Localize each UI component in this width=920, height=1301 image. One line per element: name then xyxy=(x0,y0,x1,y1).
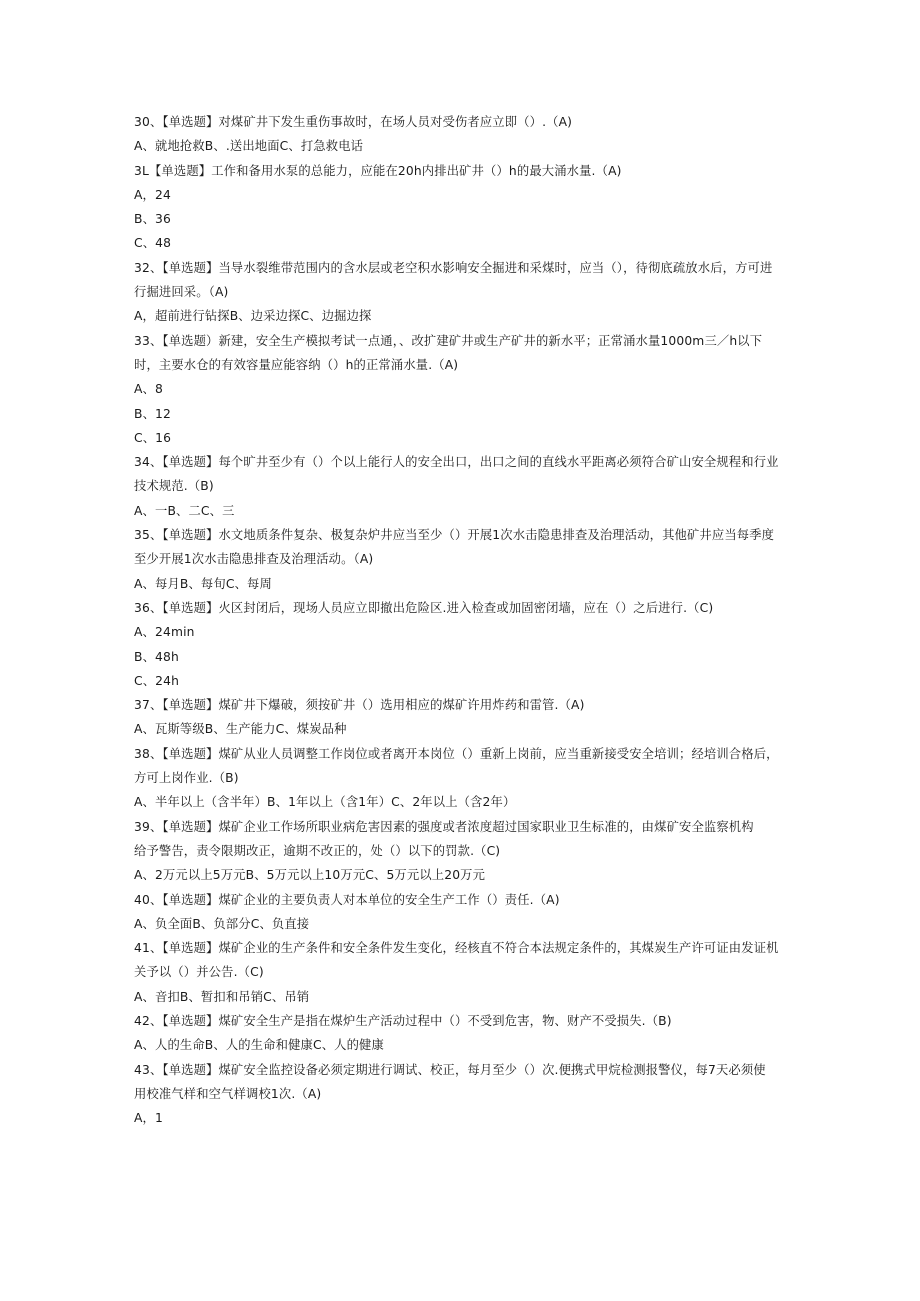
question-31-option-b: B、36 xyxy=(134,212,171,227)
question-40-stem: 40、【单选题】煤矿企业的主要负责人对本单位的安全生产工作（）责任.（A) xyxy=(134,892,560,907)
question-36-option-b: B、48h xyxy=(134,649,179,664)
question-31-option-c: C、48 xyxy=(134,236,172,251)
question-33-option-b: B、12 xyxy=(134,406,171,421)
question-32-stem-cont: 行掘进回采。（A) xyxy=(134,285,229,300)
question-38-options: A、半年以上（含半年）B、1年以上（含1年）C、2年以上（含2年） xyxy=(134,795,516,810)
question-37-options: A、瓦斯等级B、生产能力C、煤炭品种 xyxy=(134,722,347,737)
question-35-options: A、每月B、每旬C、每周 xyxy=(134,576,272,591)
question-32-stem: 32、【单选题】当导水裂维带范围内的含水层或老空积水影响安全掘进和采煤时，应当（），待彻底疏放水后，方可进 xyxy=(134,260,773,275)
question-43-stem-cont: 用校准气样和空气样调校1次.（A) xyxy=(134,1086,322,1101)
question-33-stem: 33、【单选题）新建，安全生产模拟考试一点通，、改扩建矿井或生产矿井的新水平；正常涌水量1000m三／h以下 xyxy=(134,333,763,348)
question-40-options: A、负全面B、负部分C、负直接 xyxy=(134,916,310,931)
question-34-stem: 34、【单选题】每个旷井至少有（）个以上能行人的安全出口，出口之间的直线水平距离必须符合矿山安全规程和行业 xyxy=(134,455,779,470)
question-31-option-a: A，24 xyxy=(134,187,171,202)
question-32-options: A，超前进行钻探B、边采边探C、边掘边探 xyxy=(134,309,372,324)
question-38-stem-cont: 方可上岗作业.（B) xyxy=(134,771,239,786)
question-41-stem: 41、【单选题】煤矿企业的生产条件和安全条件发生变化，经核直不符合本法规定条件的，其煤炭生产许可证由发证机 xyxy=(134,941,779,956)
question-34-options: A、一B、二C、三 xyxy=(134,503,235,518)
question-43-option-a: A，1 xyxy=(134,1111,163,1126)
question-41-options: A、音扣B、暂扣和吊销C、吊销 xyxy=(134,989,310,1004)
question-37-stem: 37、【单选题】煤矿井下爆破，须按矿井（）选用相应的煤矿许用炸药和雷管.（A) xyxy=(134,698,585,713)
question-39-stem-cont: 给予警告，责令限期改正，逾期不改正的，处（）以下的罚款.（C) xyxy=(134,843,501,858)
question-36-option-c: C、24h xyxy=(134,673,180,688)
question-list xyxy=(134,110,786,1130)
question-33-option-c: C、16 xyxy=(134,430,172,445)
question-39-options: A、2万元以上5万元B、5万元以上10万元C、5万元以上20万元 xyxy=(134,868,486,883)
question-42-options: A、人的生命B、人的生命和健康C、人的健康 xyxy=(134,1038,384,1053)
question-33-option-a: A、8 xyxy=(134,382,163,397)
question-43-stem: 43、【单选题】煤矿安全监控设备必须定期进行调试、校正，每月至少（）次.便携式甲烷检测报警仪，每7天必须使 xyxy=(134,1062,766,1077)
question-30-options: A、就地抢救B、.送出地面C、打急救电话 xyxy=(134,139,364,154)
question-39-stem: 39、【单选题】煤矿企业工作场所职业病危害因素的强度或者浓度超过国家职业卫生标准的，由煤矿安全监察机构 xyxy=(134,819,754,834)
question-34-stem-cont: 技术规范.（B) xyxy=(134,479,214,494)
question-41-stem-cont: 关予以（）并公告.（C) xyxy=(134,965,264,980)
question-35-stem-cont: 至少开展1次水击隐患排查及治理活动。（A) xyxy=(134,552,374,567)
question-36-option-a: A、24min xyxy=(134,625,195,640)
question-36-stem: 36、【单选题】火区封闭后，现场人员应立即撤出危险区.进入检查或加固密闭墙，应在（）之后进行.（C) xyxy=(134,600,714,615)
question-33-stem-cont: 时，主要水仓的有效容量应能容纳（）h的正常涌水量.（A) xyxy=(134,357,459,372)
question-30-stem: 30、【单选题】对煤矿井下发生重伤事故时，在场人员对受伤者应立即（）.（A) xyxy=(134,115,573,129)
question-42-stem: 42、【单选题】煤矿安全生产是指在煤炉生产活动过程中（）不受到危害，物、财产不受损失.（B) xyxy=(134,1013,672,1028)
question-35-stem: 35、【单选题】水文地质条件复杂、极复杂炉井应当至少（）开展1次水击隐患排查及治理活动，其他矿井应当每季度 xyxy=(134,528,775,543)
question-38-stem: 38、【单选题】煤矿从业人员调整工作岗位或者离开本岗位（）重新上岗前，应当重新接受安全培训；经培训合格后， xyxy=(134,746,779,761)
question-31-stem: 3L【单选题】工作和备用水泵的总能力，应能在20h内排出矿井（）h的最大涌水量.（A) xyxy=(134,163,622,178)
